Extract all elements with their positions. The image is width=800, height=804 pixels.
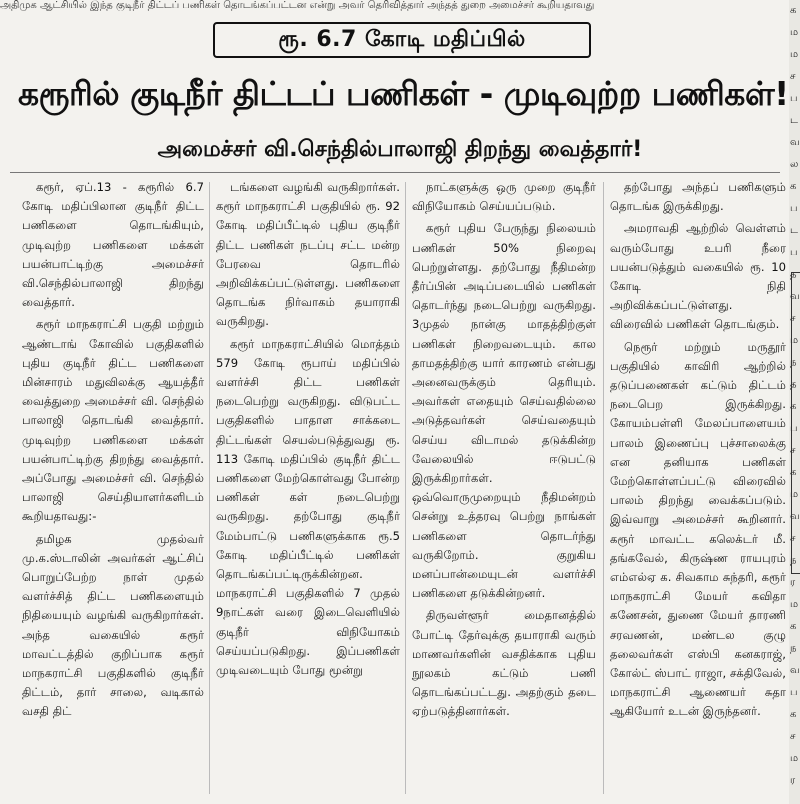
adjacent-article-glyph: க — [790, 709, 797, 720]
adjacent-article-glyph: ச — [790, 533, 796, 544]
paragraph: கரூர் மாநகராட்சியில் மொத்தம் 579 கோடி ரூபாய் மதிப்பில் வளர்ச்சி திட்ட பணிகள் நடைபெற்று வருகிறது. விடுபட்ட பகுதிகளில் பாதாள சாக்கடை திட்டங்கள் செயல்படுத்துவது ரூ. 113 கோடி மதிப்பில் குடிநீர் திட்ட பணிகளை மேற்கொள்வது போன்ற பணிகள் கள் நடைபெற்று வருகிறது. தற்போது குடிநீர் மேம்பாட்டு பணிகளுக்காக ரூ.5 கோடி மதிப்பீட்டில் பணிகள் தொடங்கப்பட்டிருக்கின்றன. மாநகராட்சி பகுதிகளில் 7 முதல் 9நாட்கள் வரை இடைவெளியில் குடிநீர் விநியோகம் செய்யப்படுகிறது. இப்பணிகள் முடிவடையும் போது மூன்று — [216, 336, 400, 678]
adjacent-article-glyph: ம — [790, 489, 799, 500]
column-divider — [603, 182, 604, 794]
article-column-3 — [412, 178, 596, 796]
paragraph: கரூர் புதிய பேருந்து நிலையம் பணிகள் 50% நிறைவு பெற்றுள்ளது. தற்போது நீதிமன்ற தீர்ப்பின் அடிப்படையில் பணிகள் தொடர்ந்து நடைபெற்று வருகிறது. 3முதல் நான்கு மாதத்திற்குள் பணிகள் நிறைவடையும். கால தாமதத்திற்கு யார் காரணம் என்பது அனைவருக்கும் தெரியும். அவர்கள் எதையும் செய்வதில்லை அடுத்தவர்கள் செய்வதையும் செய்ய விடாமல் தடுக்கின்ற வேலையில் ஈடுபட்டு இருக்கிறார்கள். ஒவ்வொருமுறையும் நீதிமன்றம் சென்று உத்தரவு பெற்று நாங்கள் பணிகளை தொடர்ந்து வருகிறோம். குறுகிய மனப்பான்மையுடன் வளர்ச்சி பணிகளை தடுக்கின்றனர். — [412, 221, 596, 601]
adjacent-article-glyph: ச — [790, 71, 796, 82]
paragraph: அமராவதி ஆற்றில் வெள்ளம் வரும்போது உபரி நீரை பயன்படுத்தும் வகையில் ரூ. 10 கோடி நிதி அறிவிக்கப்பட்டுள்ளது. விரைவில் பணிகள் தொடங்கும். — [610, 221, 786, 332]
adjacent-article-glyph: ல — [790, 159, 799, 170]
adjacent-article-glyph: ப — [790, 203, 798, 214]
headline: கரூரில் குடிநீர் திட்டப் பணிகள் - முடிவுற்ற பணிகள்! — [18, 74, 789, 113]
adjacent-article-glyph: க — [790, 5, 797, 16]
adjacent-article-glyph: ச — [790, 445, 796, 456]
adjacent-article-glyph: வ — [790, 665, 800, 676]
adjacent-article-glyph: ந — [790, 643, 797, 654]
paragraph: கரூர் மாநகராட்சி பகுதி மற்றும் ஆண்டாங் கோவில் பகுதிகளில் புதிய குடிநீர் திட்ட பணிகளை மின்சாரம் மதுவிலக்கு ஆயத்தீர் வைத்துறை அமைச்சர் வி. செந்தில் பாலாஜி தொடங்கி வைத்தார். முடிவுற்ற பணிகளை மக்கள் பயன்பாட்டிற்கு திறந்து வைத்தார். அப்போது அமைச்சர் வி. செந்தில் பாலாஜி செய்தியாளர்களிடம் கூறியதாவது:- — [22, 317, 204, 524]
paragraph: தமிழக முதல்வர் மு.க.ஸ்டாலின் அவர்கள் ஆட்சிப் பொறுப்பேற்ற நாள் முதல் வளர்ச்சித் திட்ட பணிகளையும் நிதியையும் வழங்கி வருகிறார்கள். அந்த வகையில் கரூர் மாவட்டத்தில் குறிப்பாக கரூர் மாநகராட்சி பகுதிகளில் குடிநீர் திட்டம், தார் சாலை, வடிகால் வசதி திட் — [22, 531, 204, 719]
adjacent-article-glyph: ப — [790, 247, 798, 258]
adjacent-article-glyph: ட — [790, 115, 798, 126]
adjacent-article-glyph: ந — [790, 357, 797, 368]
paragraph: கரூர், ஏப்.13 - கரூரில் 6.7 கோடி மதிப்பிலான குடிநீர் திட்ட பணிகளை தொடங்கியும், முடிவுற்ற பணிகளை மக்கள் பயன்பாட்டிற்கு அமைச்சர் வி.செந்தில்பாலாஜி திறந்து வைத்தார். — [22, 180, 204, 310]
adjacent-article-glyph: வ — [790, 137, 800, 148]
article-column-1 — [22, 178, 204, 796]
article-column-2 — [216, 178, 400, 796]
adjacent-article-glyph: க — [790, 401, 797, 412]
adjacent-article-glyph: ப — [790, 687, 798, 698]
column-divider — [405, 182, 406, 794]
adjacent-article-glyph: வ — [790, 291, 800, 302]
adjacent-article-glyph: ம — [790, 335, 799, 346]
adjacent-box-border — [791, 272, 800, 574]
adjacent-article-glyph: ம — [790, 753, 799, 764]
headline-kicker: ரூ. 6.7 கோடி மதிப்பில் — [213, 22, 591, 58]
adjacent-article-glyph: ர — [790, 577, 796, 588]
adjacent-article-glyph: ச — [790, 313, 796, 324]
headline-divider — [10, 172, 780, 173]
adjacent-article-glyph: ப — [790, 93, 798, 104]
adjacent-article-glyph: ப — [790, 423, 798, 434]
adjacent-article-glyph: க — [790, 181, 797, 192]
adjacent-article-glyph: த — [790, 379, 797, 390]
adjacent-article-edge — [789, 0, 800, 804]
paragraph: நாட்களுக்கு ஒரு முறை குடிநீர் விநியோகம் செய்யப்படும். — [412, 180, 596, 214]
subheadline: அமைச்சர் வி.செந்தில்பாலாஜி திறந்து வைத்தார்! — [157, 137, 643, 162]
adjacent-article-glyph: க — [790, 467, 797, 478]
adjacent-article-glyph: ம — [790, 49, 799, 60]
adjacent-article-glyph: வ — [790, 511, 800, 522]
paragraph: திருவள்ளூர் மைதானத்தில் போட்டி தேர்வுக்கு தயாராகி வரும் மாணவர்களின் வசதிக்காக புதிய நூலகம் கட்டும் பணி தொடங்கப்பட்டது. அதற்கும் தடை ஏற்படுத்தினார்கள். — [412, 608, 596, 719]
article-column-4 — [610, 178, 786, 796]
previous-article-fragment: அதிமுக ஆட்சியில் இந்த குடிநீர் திட்டப் பணிகள் தொடங்கப்பட்டன என்று அவர் தெரிவித்தார் அந்தத் துறை அமைச்சர் கூறியதாவது — [0, 0, 595, 11]
paragraph: தற்போது அந்தப் பணிகளும் தொடங்க இருக்கிறது. — [610, 180, 786, 214]
adjacent-article-glyph: த — [790, 269, 797, 280]
adjacent-article-glyph: ர — [790, 775, 796, 786]
adjacent-article-glyph: ட — [790, 225, 798, 236]
adjacent-article-glyph: ம — [790, 599, 799, 610]
column-divider — [209, 182, 210, 794]
paragraph: டங்களை வழங்கி வருகிறார்கள். கரூர் மாநகராட்சி பகுதியில் ரூ. 92 கோடி மதிப்பீட்டில் புதிய குடிநீர் திட்ட பணிகள் நடப்பு சட்ட மன்ற பேரவை தொடரில் அறிவிக்கப்பட்டுள்ளது. பணிகளை தொடங்க நிர்வாகம் தயாராகி வருகிறது. — [216, 180, 400, 329]
adjacent-article-glyph: க — [790, 621, 797, 632]
adjacent-article-glyph: ந — [790, 555, 797, 566]
adjacent-article-glyph: ச — [790, 731, 796, 742]
adjacent-article-glyph: ம — [790, 27, 799, 38]
paragraph: நெரூர் மற்றும் மருதூர் பகுதியில் காவிரி ஆற்றில் தடுப்பணைகள் கட்டும் திட்டம் நடைபெற இருக்கிறது. கோயம்பள்ளி மேலப்பாளையம் பாலம் இணைப்பு புச்சாலைக்கு என தனியாக பணிகள் மேற்கொள்ளப்பட்டு விரைவில் பாலம் திறந்து வைக்கப்படும். இவ்வாறு அமைச்சர் கூறினார். கரூர் மாவட்ட கலெக்டர் மீ. தங்கவேல், கிருஷ்ண ராயபுரம் எம்எல்ஏ க. சிவகாம சுந்தரி, கரூர் மாநகராட்சி மேயர் கவிதா கணேசன், துணை மேயர் தாரணி சரவணன், மண்டல குழு தலைவர்கள் எஸ்பி கனகராஜ், கோல்ட் ஸ்பாட் ராஜா, சக்திவேல், மாநகராட்சி ஆணையர் சுதா ஆகியோர் உடன் இருந்தனர். — [610, 339, 786, 719]
